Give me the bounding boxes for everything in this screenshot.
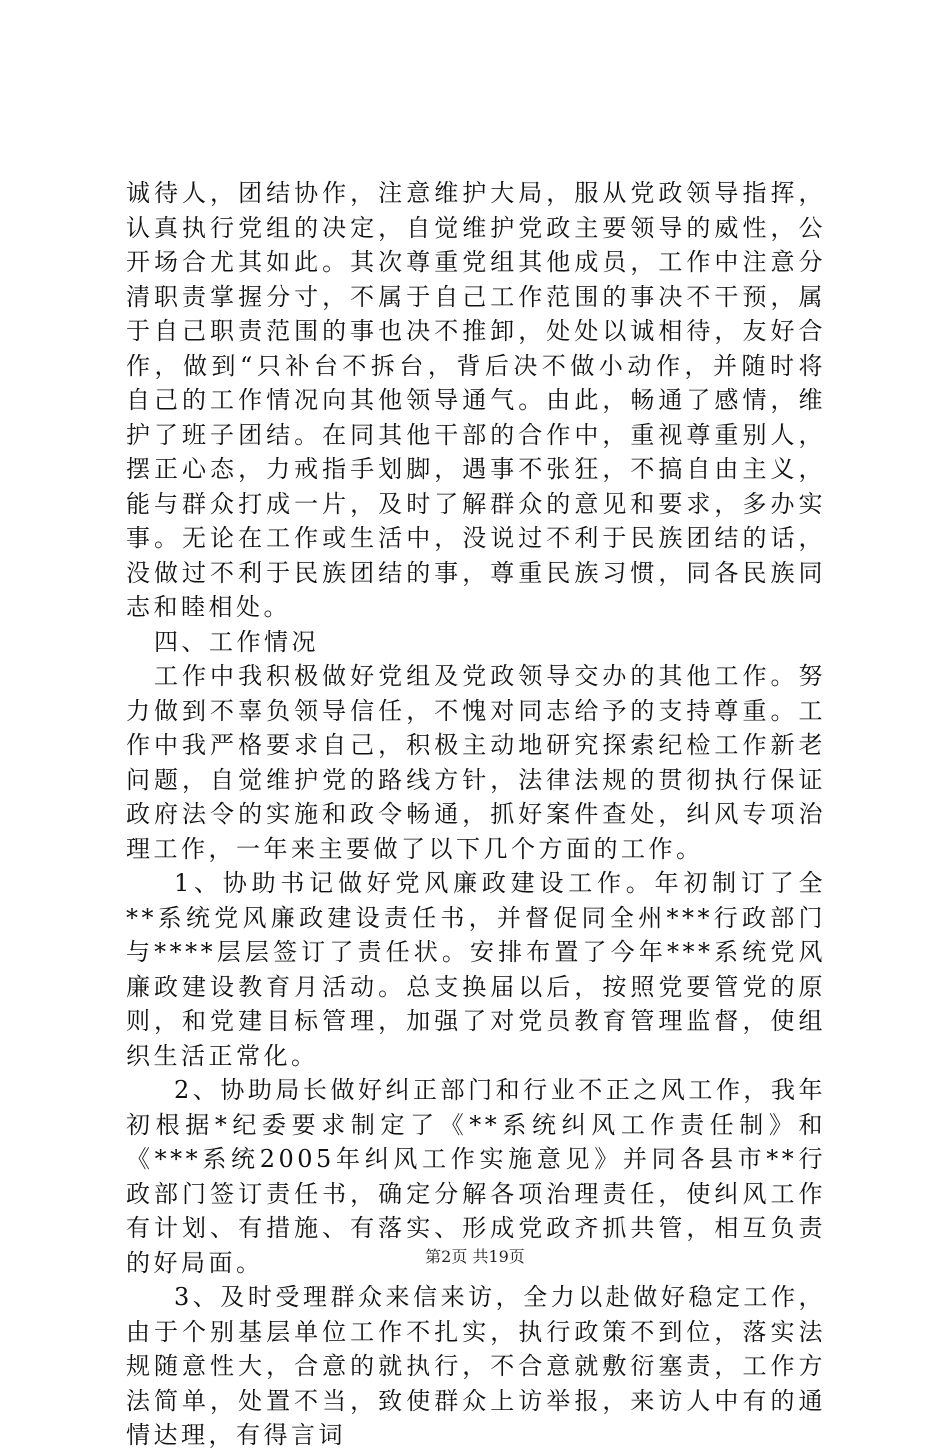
paragraph: 1、协助书记做好党风廉政建设工作。年初制订了全**系统党风廉政建设责任书，并督促同全州***行政部门与****层层签订了责任状。安排布置了今年***系统党风廉政建设教育月活动。总支换届以后，按照党要管党的原则，和党建目标管理，加强了对党员教育管理监督，使组织生活正常化。 [126,869,826,1070]
section-heading: 四、工作情况 [154,627,319,656]
paragraph: 2、协助局长做好纠正部门和行业不正之风工作，我年初根据*纪委要求制定了《**系统纠风工作责任制》和《***系统2005年纠风工作实施意见》并同各县市**行政部门签订责任书，确定分解各项治理责任，使纠风工作有计划、有措施、有落实、形成党政齐抓共管，相互负责的好局面。 [126,1076,826,1277]
paragraph: 3、及时受理群众来信来访，全力以赴做好稳定工作，由于个别基层单位工作不扎实，执行政策不到位，落实法规随意性大，合意的就执行，不合意就敷衍塞责，工作方法简单，处置不当，致使群众上访举报，来访人中有的通情达理，有得言词 [126,1283,826,1449]
page-number: 第2页 共19页 [425,1247,525,1266]
paragraph: 诚待人，团结协作，注意维护大局，服从党政领导指挥，认真执行党组的决定，自觉维护党政主要领导的威性，公开场合尤其如此。其次尊重党组其他成员，工作中注意分清职责掌握分寸，不属于自己工作范围的事决不干预，属于自己职责范围的事也决不推卸，处处以诚相待，友好合作，做到“只补台不拆台，背后决不做小动作，并随时将自己的工作情况向其他领导通气。由此，畅通了感情，维护了班子团结。在同其他干部的合作中，重视尊重别人，摆正心态，力戒指手划脚，遇事不张狂，不搞自由主义，能与群众打成一片，及时了解群众的意见和要求，多办实事。无论在工作或生活中，没说过不利于民族团结的话，没做过不利于民族团结的事，尊重民族习惯，同各民族同志和睦相处。 [126,179,826,621]
paragraph: 工作中我积极做好党组及党政领导交办的其他工作。努力做到不辜负领导信任，不愧对同志给予的支持尊重。工作中我严格要求自己，积极主动地研究探索纪检工作新老问题，自觉维护党的路线方针，法律法规的贯彻执行保证政府法令的实施和政令畅通，抓好案件查处，纠风专项治理工作，一年来主要做了以下几个方面的工作。 [126,662,826,863]
